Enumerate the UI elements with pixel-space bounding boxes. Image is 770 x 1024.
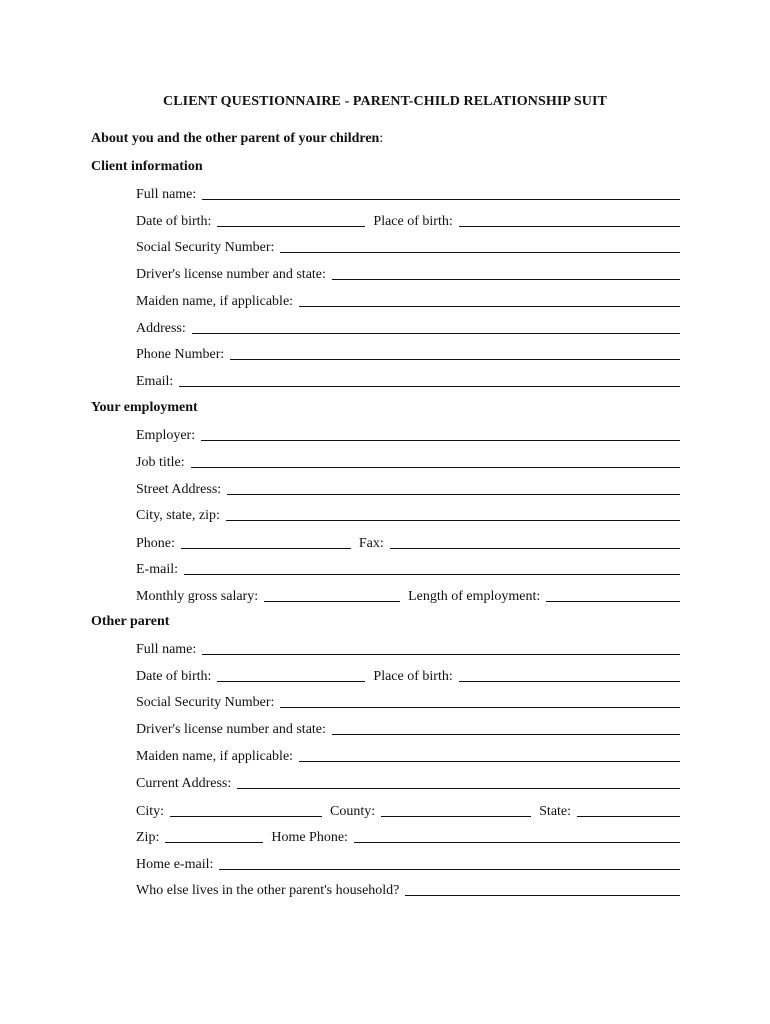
other-address-field[interactable] xyxy=(237,774,680,789)
client-email-label: Email: xyxy=(136,374,174,389)
other-state-field[interactable] xyxy=(577,802,680,817)
intro-line xyxy=(91,131,383,147)
employer-phone-fax-row xyxy=(136,532,680,552)
other-maiden-field[interactable] xyxy=(299,747,680,762)
employer-field[interactable] xyxy=(201,426,680,441)
other-household-row xyxy=(136,879,680,899)
other-home-email-label: Home e-mail: xyxy=(136,857,214,872)
section-your-employment: Your employment xyxy=(91,400,198,415)
client-birth-row xyxy=(136,210,680,230)
employer-label: Employer: xyxy=(136,428,196,443)
employer-city-field[interactable] xyxy=(226,506,680,521)
salary-label: Monthly gross salary: xyxy=(136,589,259,604)
client-ssn-field[interactable] xyxy=(280,238,680,253)
page-title: CLIENT QUESTIONNAIRE - PARENT-CHILD RELATIONSHIP SUIT xyxy=(163,94,607,109)
client-maiden-label: Maiden name, if applicable: xyxy=(136,294,294,309)
client-address-row xyxy=(136,317,680,337)
intro-colon: : xyxy=(379,131,384,146)
other-pob-label: Place of birth: xyxy=(373,669,453,684)
other-household-label: Who else lives in the other parent's household? xyxy=(136,883,400,898)
client-full-name-row xyxy=(136,183,680,203)
other-full-name-row xyxy=(136,638,680,658)
client-pob-label: Place of birth: xyxy=(373,214,453,229)
other-full-name-label: Full name: xyxy=(136,642,197,657)
other-zip-label: Zip: xyxy=(136,830,160,845)
client-email-field[interactable] xyxy=(179,372,680,387)
intro-text: About you and the other parent of your children xyxy=(91,131,380,146)
other-ssn-field[interactable] xyxy=(280,693,680,708)
employer-email-row xyxy=(136,558,680,578)
client-address-label: Address: xyxy=(136,321,186,336)
client-phone-field[interactable] xyxy=(230,345,680,360)
employer-city-label: City, state, zip: xyxy=(136,508,220,523)
other-state-label: State: xyxy=(539,804,572,819)
other-license-row xyxy=(136,718,680,738)
employer-email-field[interactable] xyxy=(184,560,680,575)
other-maiden-row xyxy=(136,745,680,765)
other-dob-field[interactable] xyxy=(217,667,365,682)
employment-length-field[interactable] xyxy=(546,587,680,602)
employer-fax-field[interactable] xyxy=(390,534,680,549)
employer-phone-label: Phone: xyxy=(136,536,175,551)
other-city-county-state-row xyxy=(136,800,680,820)
client-ssn-row xyxy=(136,236,680,256)
employer-fax-label: Fax: xyxy=(358,536,384,551)
section-other-parent: Other parent xyxy=(91,614,170,629)
job-title-field[interactable] xyxy=(191,453,680,468)
employer-phone-field[interactable] xyxy=(181,534,351,549)
client-full-name-label: Full name: xyxy=(136,187,197,202)
employer-street-row xyxy=(136,478,680,498)
client-pob-field[interactable] xyxy=(459,212,680,227)
other-dob-label: Date of birth: xyxy=(136,669,212,684)
salary-field[interactable] xyxy=(264,587,400,602)
other-pob-field[interactable] xyxy=(459,667,680,682)
client-dob-label: Date of birth: xyxy=(136,214,212,229)
other-birth-row xyxy=(136,665,680,685)
client-phone-label: Phone Number: xyxy=(136,347,225,362)
other-ssn-row xyxy=(136,691,680,711)
other-county-label: County: xyxy=(330,804,376,819)
client-license-label: Driver's license number and state: xyxy=(136,267,326,282)
employer-row xyxy=(136,424,680,444)
other-ssn-label: Social Security Number: xyxy=(136,695,275,710)
salary-row xyxy=(136,585,680,605)
other-city-label: City: xyxy=(136,804,165,819)
other-home-email-field[interactable] xyxy=(219,855,680,870)
job-title-label: Job title: xyxy=(136,455,185,470)
client-ssn-label: Social Security Number: xyxy=(136,240,275,255)
other-household-field[interactable] xyxy=(405,881,680,896)
other-home-phone-field[interactable] xyxy=(354,828,680,843)
client-maiden-row xyxy=(136,290,680,310)
other-address-label: Current Address: xyxy=(136,776,232,791)
client-address-field[interactable] xyxy=(192,319,680,334)
employment-length-label: Length of employment: xyxy=(408,589,541,604)
other-zip-field[interactable] xyxy=(165,828,263,843)
other-license-label: Driver's license number and state: xyxy=(136,722,326,737)
client-full-name-field[interactable] xyxy=(202,185,680,200)
client-license-row xyxy=(136,263,680,283)
client-maiden-field[interactable] xyxy=(299,292,680,307)
client-license-field[interactable] xyxy=(332,265,680,280)
client-phone-row xyxy=(136,343,680,363)
employer-city-row xyxy=(136,504,680,524)
employer-street-label: Street Address: xyxy=(136,482,222,497)
employer-email-label: E-mail: xyxy=(136,562,178,577)
other-city-field[interactable] xyxy=(170,802,322,817)
other-zip-phone-row xyxy=(136,826,680,846)
other-home-email-row xyxy=(136,853,680,873)
other-full-name-field[interactable] xyxy=(202,640,680,655)
section-client-information: Client information xyxy=(91,159,203,174)
other-home-phone-label: Home Phone: xyxy=(271,830,348,845)
other-address-row xyxy=(136,772,680,792)
client-email-row xyxy=(136,370,680,390)
other-license-field[interactable] xyxy=(332,720,680,735)
job-title-row xyxy=(136,451,680,471)
other-county-field[interactable] xyxy=(381,802,531,817)
other-maiden-label: Maiden name, if applicable: xyxy=(136,749,294,764)
client-dob-field[interactable] xyxy=(217,212,365,227)
employer-street-field[interactable] xyxy=(227,480,680,495)
